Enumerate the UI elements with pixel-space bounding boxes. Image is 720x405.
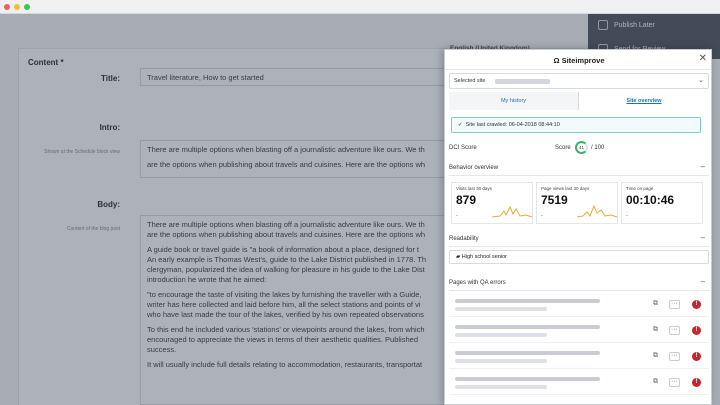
- qa-page-title: [455, 325, 600, 329]
- title-field-label: Title:: [101, 74, 120, 83]
- external-link-icon[interactable]: ⧉: [653, 352, 658, 359]
- crawl-status-banner: [451, 117, 701, 133]
- panel-header: [445, 50, 712, 70]
- body-line: are the options when publishing about travels and cuisines. Here are the options wh: [147, 230, 426, 239]
- time-on-page-metric-card: [621, 182, 703, 224]
- metric-delta: -: [456, 213, 458, 219]
- behavior-section-title: Behavior overview: [449, 165, 499, 171]
- more-icon[interactable]: ···: [671, 300, 678, 307]
- visits-sparkline-icon: [492, 201, 532, 219]
- close-window-button[interactable]: [4, 4, 10, 10]
- collapse-icon[interactable]: –: [700, 162, 705, 171]
- error-icon: !: [692, 378, 701, 387]
- more-icon[interactable]: ···: [671, 326, 678, 333]
- intro-field-label: Intro:: [99, 123, 120, 132]
- panel-tabs: [449, 92, 709, 110]
- intro-line: are the options when publishing about travels and cuisines. Here are the options wh: [147, 160, 426, 169]
- metric-value: 7519: [541, 193, 568, 207]
- score-ring: 41: [575, 141, 588, 154]
- qa-page-title: [455, 377, 600, 381]
- chevron-down-icon: ⌄: [698, 77, 704, 84]
- qa-page-url: [455, 385, 547, 389]
- qa-page-url: [455, 359, 547, 363]
- tab-my-history[interactable]: My history: [449, 92, 579, 110]
- body-field-hint: Content of the blog post: [66, 226, 120, 232]
- body-line: introduction he wrote that he aimed:: [147, 275, 267, 284]
- close-icon[interactable]: ✕: [698, 53, 707, 64]
- content-section-title: Content *: [28, 58, 64, 67]
- readability-level: High school senior: [461, 254, 508, 260]
- readability-icon: ▰: [456, 254, 462, 260]
- qa-page-row[interactable]: [449, 372, 709, 395]
- body-line: who have last made the tour of the lakes, verified by his own repeated observations: [147, 310, 424, 319]
- body-line: An early example is Thomas West's, guide to the Lake District published in 1778. Th: [147, 255, 427, 264]
- error-icon: !: [692, 326, 701, 335]
- selected-site-value: [495, 79, 550, 84]
- intro-field-hint: Shown at the Schedule block view: [44, 149, 120, 155]
- dci-label: DCI Score: [449, 145, 477, 151]
- metric-value: 879: [456, 193, 477, 207]
- panel-title: [445, 56, 712, 65]
- readability-section-header[interactable]: [449, 233, 709, 247]
- readability-section-title: Readability: [449, 236, 479, 242]
- score-max: / 100: [591, 145, 605, 151]
- qa-page-row[interactable]: [449, 346, 709, 369]
- dci-score-row: [449, 142, 709, 156]
- publish-later-label: Publish Later: [614, 21, 655, 29]
- metric-label: Time on page: [626, 186, 654, 191]
- body-line: clergyman, popularized the idea of walking for pleasure in his guide to the Lake Dist: [147, 265, 425, 274]
- intro-line: There are multiple options when blasting off a journalistic adventure like ours. We th: [147, 145, 425, 154]
- crawl-status-text: Site last crawled: 06-04-2018 08:44:10: [465, 122, 560, 128]
- pageviews-metric-card: [536, 182, 618, 224]
- score-label: Score: [555, 145, 571, 151]
- more-icon[interactable]: ···: [671, 352, 678, 359]
- qa-page-url: [455, 333, 547, 337]
- check-icon: ✔: [458, 122, 463, 128]
- metric-delta: -: [626, 213, 628, 219]
- qa-page-title: [455, 299, 600, 303]
- readability-level-box: [449, 250, 709, 264]
- siteimprove-logo-icon: Ω: [553, 56, 562, 65]
- selected-site-label: Selected site: [454, 78, 486, 84]
- qa-page-row[interactable]: [449, 294, 709, 317]
- external-link-icon[interactable]: ⧉: [653, 300, 658, 307]
- metric-delta: -: [541, 213, 543, 219]
- tab-site-overview[interactable]: Site overview: [579, 92, 709, 110]
- body-line: success.: [147, 345, 177, 354]
- external-link-icon[interactable]: ⧉: [653, 326, 658, 333]
- siteimprove-panel: [444, 49, 712, 405]
- collapse-icon[interactable]: –: [700, 277, 705, 286]
- behavior-section-header[interactable]: [449, 162, 709, 176]
- body-line: writer has here collected and laid before him, all the select stations and points of vi: [147, 300, 421, 309]
- body-line: A guide book or travel guide is "a book of information about a place, designed for t: [147, 245, 420, 254]
- metric-label: Page views last 30 days: [541, 186, 590, 191]
- visits-metric-card: [451, 182, 533, 224]
- zoom-window-button[interactable]: [24, 4, 30, 10]
- body-field-label: Body:: [97, 200, 120, 209]
- metric-label: Visits last 30 days: [456, 186, 492, 191]
- body-line: To this end he included various 'stations' or viewpoints around the lakes, from which: [147, 325, 425, 334]
- panel-title-text: Siteimprove: [561, 56, 605, 65]
- body-line: "to encourage the taste of visiting the lakes by furnishing the traveller with a Guide,: [147, 290, 422, 299]
- body-line: encouraged to appreciate the views in terms of their aesthetic qualities. Published: [147, 335, 418, 344]
- title-input[interactable]: Travel literature, How to get started: [140, 68, 580, 86]
- qa-section-title: Pages with QA errors: [449, 280, 506, 286]
- error-icon: !: [692, 300, 701, 309]
- selected-site-select[interactable]: [449, 73, 709, 89]
- qa-page-url: [455, 307, 547, 311]
- body-line: There are multiple options when blasting off a journalistic adventure like ours. We th: [147, 220, 425, 229]
- minimize-window-button[interactable]: [14, 4, 20, 10]
- metric-value: 00:10:46: [626, 193, 675, 207]
- pageviews-sparkline-icon: [577, 201, 617, 219]
- qa-page-title: [455, 351, 600, 355]
- qa-section-header[interactable]: [449, 277, 709, 291]
- more-icon[interactable]: ···: [671, 378, 678, 385]
- window-titlebar: [0, 0, 720, 14]
- collapse-icon[interactable]: –: [700, 233, 705, 242]
- error-icon: !: [692, 352, 701, 361]
- body-line: It will usually include full details relating to accommodation, restaurants, transportat: [147, 360, 423, 369]
- external-link-icon[interactable]: ⧉: [653, 378, 658, 385]
- qa-page-row[interactable]: [449, 320, 709, 343]
